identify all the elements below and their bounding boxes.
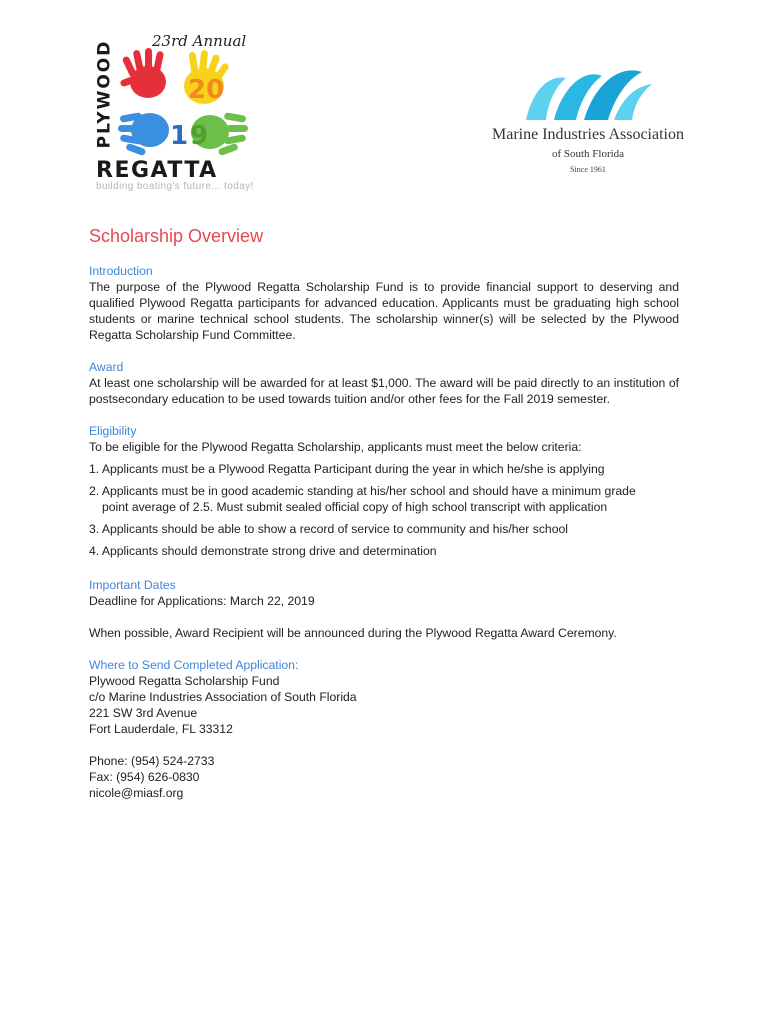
logo-annual-text: 23rd Annual [152, 32, 247, 50]
criteria-item: 3. Applicants should be able to show a record of service to community and his/her school [89, 522, 568, 536]
fax-number: Fax: (954) 626-0830 [89, 770, 200, 784]
introduction-heading: Introduction [89, 264, 153, 278]
blue-hand-icon [118, 112, 169, 156]
eligibility-intro: To be eligible for the Plywood Regatta Scholarship, applicants must meet the below criteria: [89, 440, 582, 454]
email-address[interactable]: nicole@miasf.org [89, 786, 184, 800]
address-line: 221 SW 3rd Avenue [89, 706, 198, 720]
svg-text:9: 9 [190, 121, 209, 151]
address-line: Plywood Regatta Scholarship Fund [89, 674, 280, 688]
logo-tagline: building boating's future... today! [96, 181, 254, 192]
phone-number: Phone: (954) 524-2733 [89, 754, 215, 768]
criteria-item: 2. Applicants must be in good academic standing at his/her school and should have a minimum grade point average of 2.5. Must submit sealed official copy of high school transcript with application [89, 484, 636, 514]
logo-regatta-text: REGATTA [96, 158, 218, 183]
address-line: c/o Marine Industries Association of South Florida [89, 690, 357, 704]
page-title: Scholarship Overview [89, 226, 264, 246]
mia-logo [488, 62, 688, 192]
mia-since: Since 1961 [570, 165, 606, 174]
send-heading: Where to Send Completed Application: [89, 658, 299, 672]
dates-heading: Important Dates [89, 578, 176, 592]
deadline-text: Deadline for Applications: March 22, 2019 [89, 594, 315, 608]
mia-region: of South Florida [551, 148, 625, 160]
award-heading: Award [89, 360, 124, 374]
logo-vertical-text: PLYWOOD [94, 39, 115, 149]
mia-name: Marine Industries Association [492, 126, 684, 143]
wave-m-icon [518, 62, 658, 124]
announcement-text: When possible, Award Recipient will be announced during the Plywood Regatta Award Ceremony. [89, 626, 617, 640]
eligibility-heading: Eligibility [89, 424, 137, 438]
criteria-item: 4. Applicants should demonstrate strong drive and determination [89, 544, 437, 558]
svg-text:1: 1 [170, 121, 189, 151]
document-body [89, 226, 679, 801]
svg-text:20: 20 [188, 75, 225, 105]
red-hand-icon [119, 48, 166, 98]
plywood-regatta-logo [94, 28, 258, 196]
address-line: Fort Lauderdale, FL 33312 [89, 722, 233, 736]
criteria-item: 1. Applicants must be a Plywood Regatta Participant during the year in which he/she is applying [89, 462, 605, 476]
award-text: At least one scholarship will be awarded for at least $1,000. The award will be paid directly to an institution of postsecondary education to be used towards tuition and/or other fees for the Fall 2019 semester. [89, 376, 679, 406]
introduction-text: The purpose of the Plywood Regatta Scholarship Fund is to provide financial support to deserving and qualified Plywood Regatta participants for advanced education. Applicants must be graduating high school students or marine technical school students. The scholarship winner(s) will be selected by the Plywood Regatta Scholarship Fund Committee. [89, 280, 679, 342]
colorful-hands-graphic [118, 48, 250, 158]
